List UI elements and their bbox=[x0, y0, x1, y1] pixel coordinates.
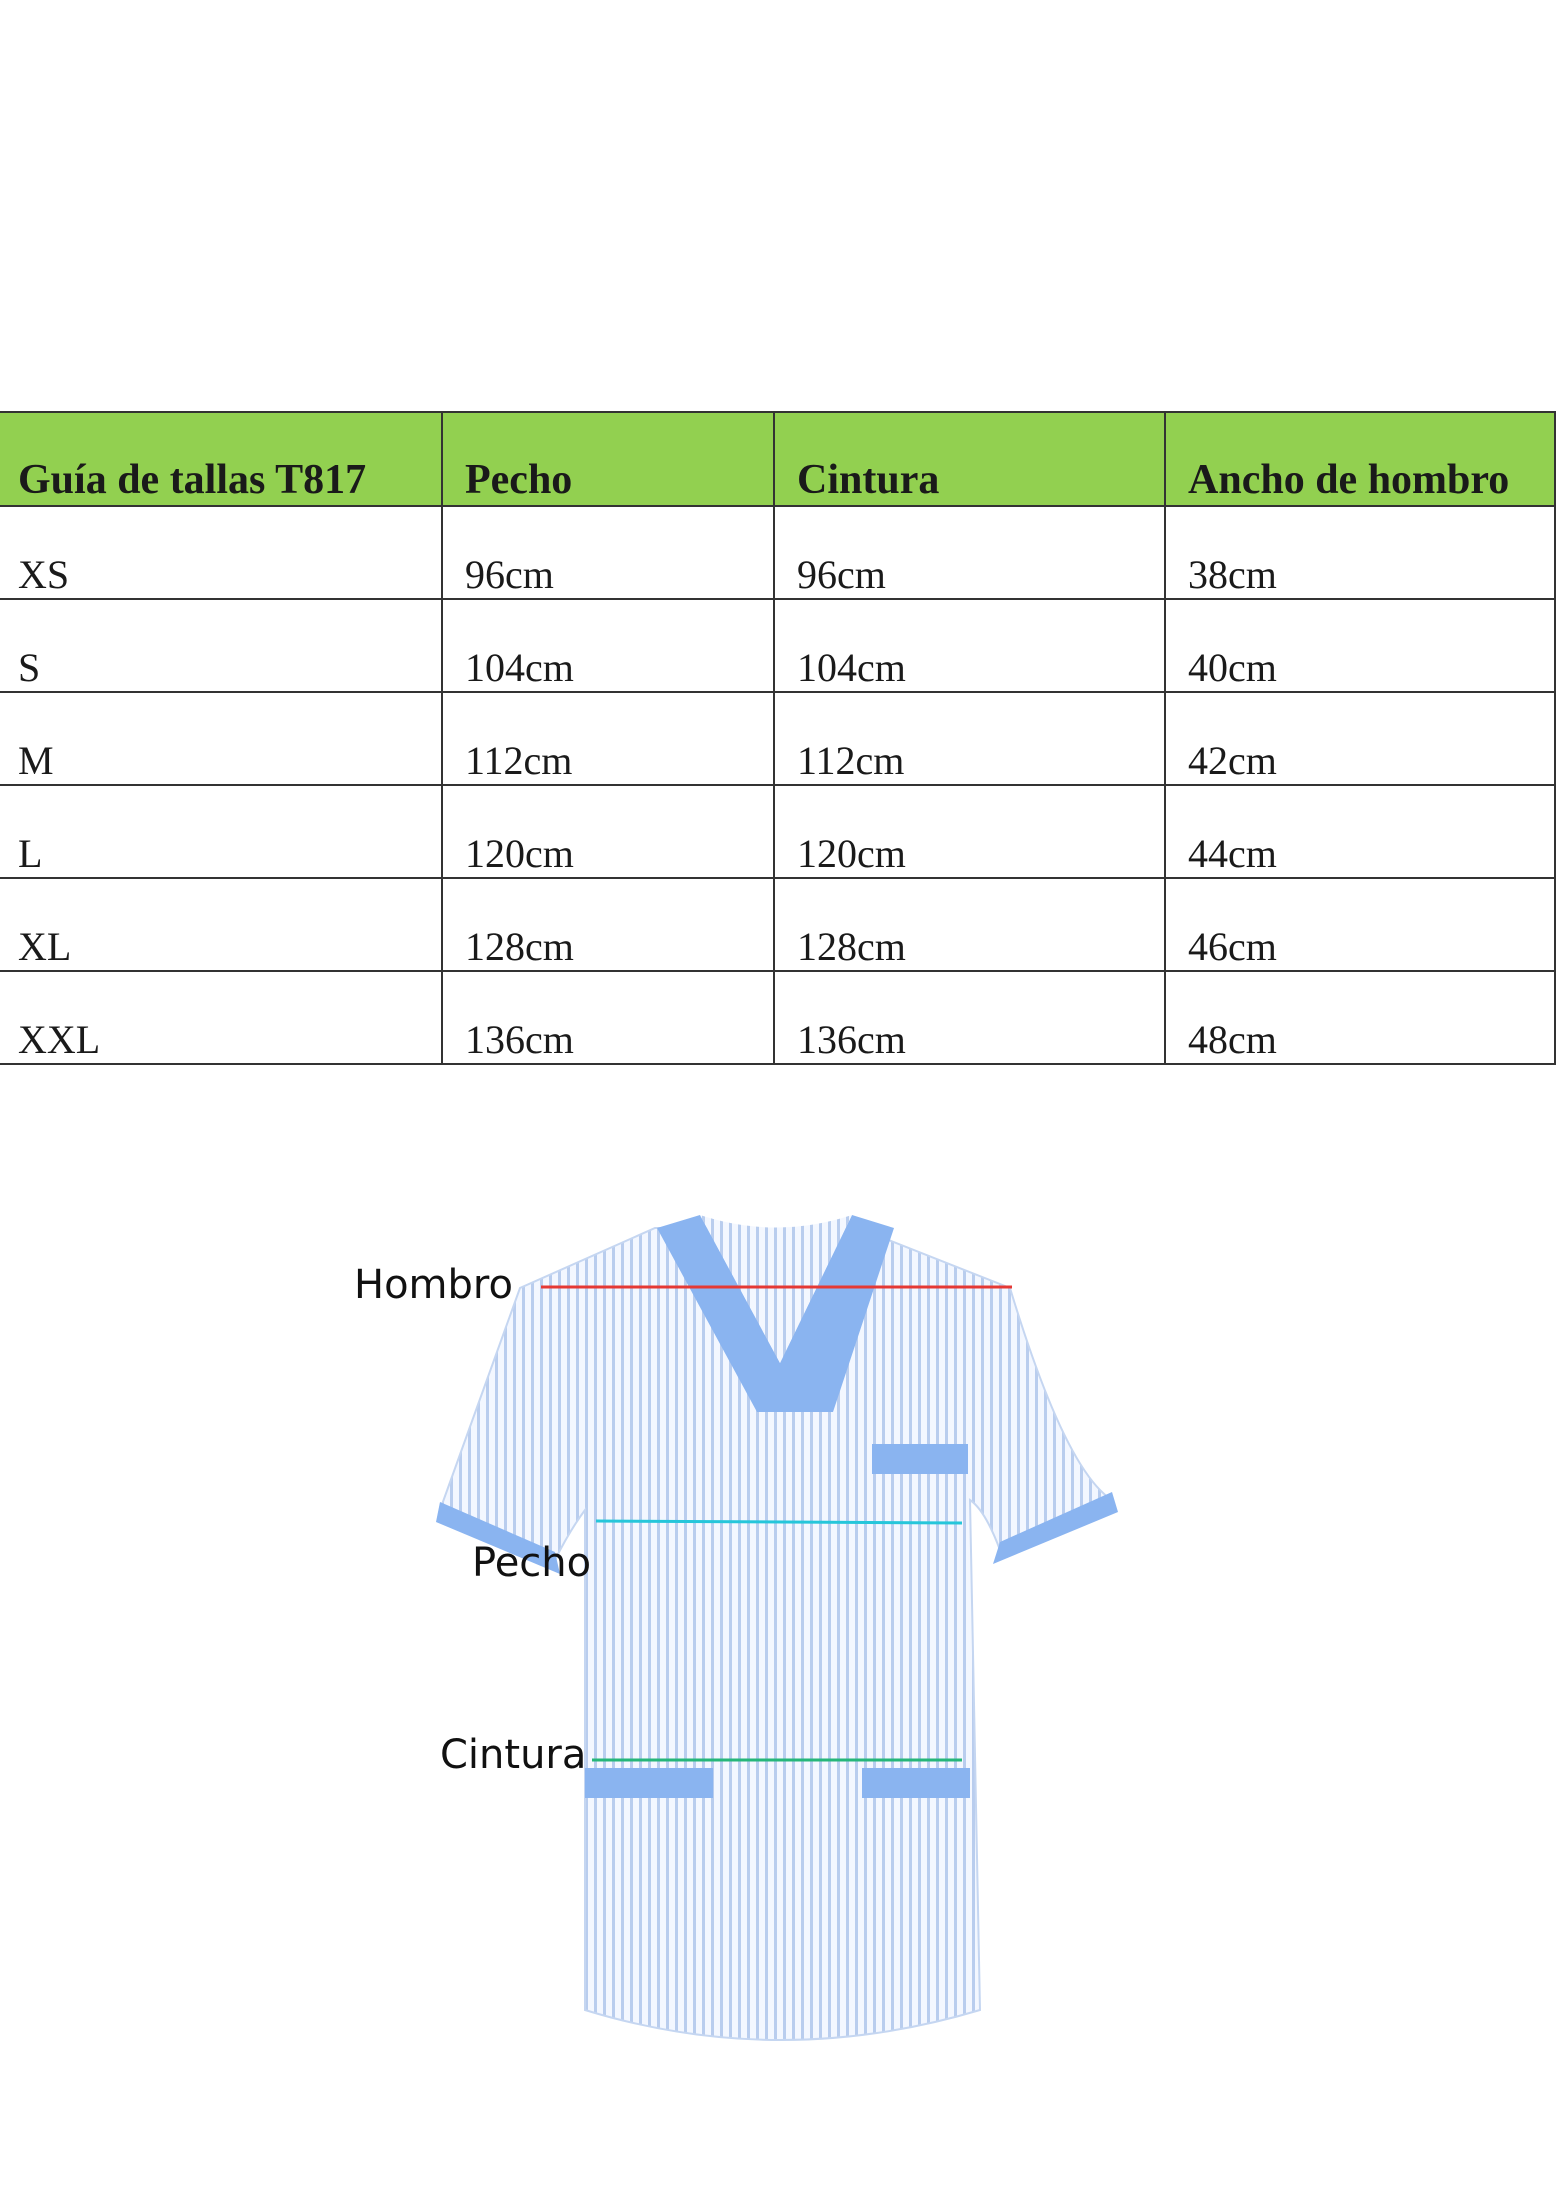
table-row bbox=[0, 692, 1555, 785]
shoulder-value: 48cm bbox=[1165, 971, 1555, 1064]
chest-value: 128cm bbox=[442, 878, 774, 971]
size-label: XS bbox=[0, 506, 442, 599]
table-row bbox=[0, 785, 1555, 878]
header-waist: Cintura bbox=[774, 412, 1165, 506]
shoulder-value: 46cm bbox=[1165, 878, 1555, 971]
waist-value: 112cm bbox=[774, 692, 1165, 785]
size-label: L bbox=[0, 785, 442, 878]
shoulder-value: 38cm bbox=[1165, 506, 1555, 599]
header-size-guide: Guía de tallas T817 bbox=[0, 412, 442, 506]
shoulder-value: 42cm bbox=[1165, 692, 1555, 785]
shoulder-value: 40cm bbox=[1165, 599, 1555, 692]
size-guide-table bbox=[0, 411, 1556, 1065]
table-header-row bbox=[0, 412, 1555, 506]
header-shoulder-width: Ancho de hombro bbox=[1165, 412, 1555, 506]
chest-value: 120cm bbox=[442, 785, 774, 878]
chest-value: 136cm bbox=[442, 971, 774, 1064]
size-label: M bbox=[0, 692, 442, 785]
waist-value: 128cm bbox=[774, 878, 1165, 971]
size-label: XXL bbox=[0, 971, 442, 1064]
shoulder-label: Hombro bbox=[354, 1262, 513, 1308]
waist-value: 96cm bbox=[774, 506, 1165, 599]
chest-value: 112cm bbox=[442, 692, 774, 785]
header-chest: Pecho bbox=[442, 412, 774, 506]
size-label: XL bbox=[0, 878, 442, 971]
size-label: S bbox=[0, 599, 442, 692]
waist-label: Cintura bbox=[440, 1732, 587, 1778]
shoulder-value: 44cm bbox=[1165, 785, 1555, 878]
waist-value: 136cm bbox=[774, 971, 1165, 1064]
table-row bbox=[0, 878, 1555, 971]
table-row bbox=[0, 971, 1555, 1064]
table-row bbox=[0, 506, 1555, 599]
right-pocket bbox=[862, 1768, 970, 1798]
left-pocket bbox=[585, 1768, 713, 1798]
scrub-top-illustration bbox=[0, 1170, 1557, 2070]
chest-value: 96cm bbox=[442, 506, 774, 599]
measurement-diagram bbox=[0, 1170, 1557, 2070]
waist-value: 104cm bbox=[774, 599, 1165, 692]
scrub-top-shape bbox=[436, 1215, 1118, 2040]
table-row bbox=[0, 599, 1555, 692]
chest-pocket bbox=[872, 1444, 968, 1474]
chest-label: Pecho bbox=[472, 1540, 592, 1586]
waist-value: 120cm bbox=[774, 785, 1165, 878]
chest-line bbox=[596, 1521, 962, 1523]
chest-value: 104cm bbox=[442, 599, 774, 692]
